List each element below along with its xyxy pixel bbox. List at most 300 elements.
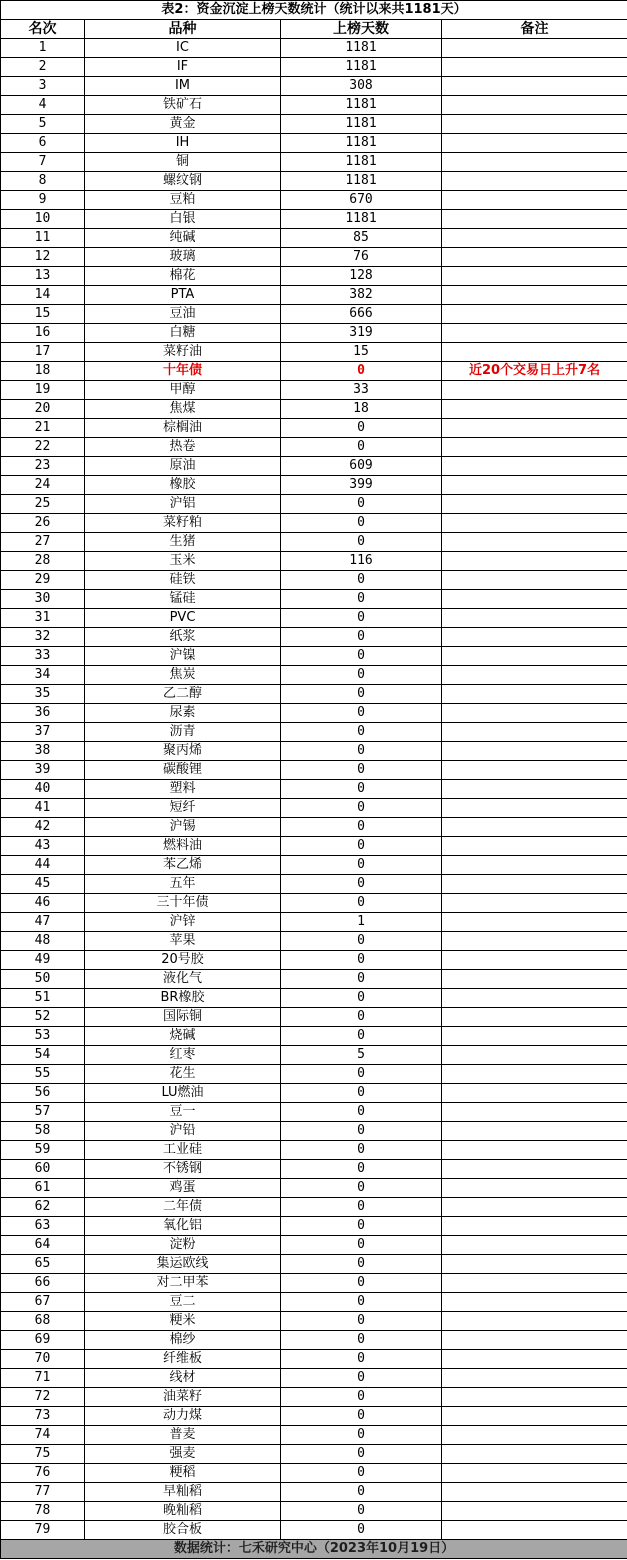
days-cell: 0 bbox=[281, 533, 442, 552]
note-cell bbox=[442, 1027, 627, 1046]
days-cell: 1 bbox=[281, 913, 442, 932]
days-cell: 319 bbox=[281, 324, 442, 343]
note-cell bbox=[442, 476, 627, 495]
note-cell bbox=[442, 1331, 627, 1350]
table-row bbox=[1, 685, 627, 704]
table-row bbox=[1, 1483, 627, 1502]
table-row bbox=[1, 248, 627, 267]
name-cell: 晚籼稻 bbox=[85, 1502, 281, 1521]
name-cell: 20号胶 bbox=[85, 951, 281, 970]
days-cell: 1181 bbox=[281, 39, 442, 58]
note-cell bbox=[442, 438, 627, 457]
note-cell bbox=[442, 609, 627, 628]
days-cell: 0 bbox=[281, 1141, 442, 1160]
table-row bbox=[1, 571, 627, 590]
note-cell bbox=[442, 1160, 627, 1179]
table-row bbox=[1, 77, 627, 96]
days-cell: 0 bbox=[281, 571, 442, 590]
days-cell: 0 bbox=[281, 609, 442, 628]
note-cell bbox=[442, 77, 627, 96]
table-row bbox=[1, 837, 627, 856]
name-cell: 沪锡 bbox=[85, 818, 281, 837]
days-cell: 116 bbox=[281, 552, 442, 571]
table-row bbox=[1, 191, 627, 210]
header-note: 备注 bbox=[442, 20, 627, 39]
name-cell: 沪铅 bbox=[85, 1122, 281, 1141]
note-cell bbox=[442, 400, 627, 419]
days-cell: 0 bbox=[281, 685, 442, 704]
note-cell bbox=[442, 818, 627, 837]
table-row bbox=[1, 267, 627, 286]
name-cell: 棉纱 bbox=[85, 1331, 281, 1350]
note-cell bbox=[442, 58, 627, 77]
note-cell bbox=[442, 704, 627, 723]
note-cell bbox=[442, 210, 627, 229]
note-cell bbox=[442, 723, 627, 742]
name-cell: 胶合板 bbox=[85, 1521, 281, 1540]
table-row bbox=[1, 39, 627, 58]
table-row bbox=[1, 799, 627, 818]
days-cell: 0 bbox=[281, 419, 442, 438]
rank-cell: 63 bbox=[1, 1217, 85, 1236]
name-cell: 碳酸锂 bbox=[85, 761, 281, 780]
name-cell: 硅铁 bbox=[85, 571, 281, 590]
name-cell: 线材 bbox=[85, 1369, 281, 1388]
days-cell: 0 bbox=[281, 894, 442, 913]
days-cell: 666 bbox=[281, 305, 442, 324]
header-rank: 名次 bbox=[1, 20, 85, 39]
name-cell: 铜 bbox=[85, 153, 281, 172]
rank-cell: 58 bbox=[1, 1122, 85, 1141]
rank-cell: 33 bbox=[1, 647, 85, 666]
rank-cell: 65 bbox=[1, 1255, 85, 1274]
days-cell: 382 bbox=[281, 286, 442, 305]
rank-cell: 47 bbox=[1, 913, 85, 932]
table-row bbox=[1, 1331, 627, 1350]
table-row bbox=[1, 1407, 627, 1426]
days-cell: 0 bbox=[281, 590, 442, 609]
rank-cell: 36 bbox=[1, 704, 85, 723]
note-cell bbox=[442, 666, 627, 685]
days-cell: 76 bbox=[281, 248, 442, 267]
table-row bbox=[1, 1426, 627, 1445]
table-row bbox=[1, 305, 627, 324]
rank-cell: 8 bbox=[1, 172, 85, 191]
name-cell: IM bbox=[85, 77, 281, 96]
note-cell bbox=[442, 343, 627, 362]
note-cell bbox=[442, 419, 627, 438]
name-cell: 棉花 bbox=[85, 267, 281, 286]
note-cell bbox=[442, 457, 627, 476]
days-cell: 0 bbox=[281, 666, 442, 685]
table-row bbox=[1, 609, 627, 628]
table-row bbox=[1, 1350, 627, 1369]
rank-cell: 16 bbox=[1, 324, 85, 343]
note-cell bbox=[442, 1065, 627, 1084]
name-cell: 集运欧线 bbox=[85, 1255, 281, 1274]
table-row bbox=[1, 172, 627, 191]
note-cell bbox=[442, 989, 627, 1008]
note-cell bbox=[442, 761, 627, 780]
rank-cell: 23 bbox=[1, 457, 85, 476]
rank-cell: 49 bbox=[1, 951, 85, 970]
name-cell: 对二甲苯 bbox=[85, 1274, 281, 1293]
note-cell bbox=[442, 780, 627, 799]
note-cell bbox=[442, 799, 627, 818]
table-row bbox=[1, 818, 627, 837]
days-cell: 0 bbox=[281, 1445, 442, 1464]
name-cell: 玻璃 bbox=[85, 248, 281, 267]
note-cell bbox=[442, 1141, 627, 1160]
rank-cell: 11 bbox=[1, 229, 85, 248]
rank-cell: 4 bbox=[1, 96, 85, 115]
table-row bbox=[1, 875, 627, 894]
note-cell bbox=[442, 742, 627, 761]
name-cell: 乙二醇 bbox=[85, 685, 281, 704]
table-row bbox=[1, 1388, 627, 1407]
table-row bbox=[1, 1065, 627, 1084]
days-cell: 0 bbox=[281, 1084, 442, 1103]
name-cell: IC bbox=[85, 39, 281, 58]
rank-cell: 46 bbox=[1, 894, 85, 913]
note-cell bbox=[442, 153, 627, 172]
note-cell bbox=[442, 1464, 627, 1483]
rank-cell: 79 bbox=[1, 1521, 85, 1540]
name-cell: LU燃油 bbox=[85, 1084, 281, 1103]
table-row bbox=[1, 913, 627, 932]
note-cell bbox=[442, 837, 627, 856]
days-cell: 33 bbox=[281, 381, 442, 400]
name-cell: 豆一 bbox=[85, 1103, 281, 1122]
days-cell: 0 bbox=[281, 1331, 442, 1350]
name-cell: 粳米 bbox=[85, 1312, 281, 1331]
name-cell: 豆油 bbox=[85, 305, 281, 324]
days-cell: 15 bbox=[281, 343, 442, 362]
name-cell: 橡胶 bbox=[85, 476, 281, 495]
rank-cell: 42 bbox=[1, 818, 85, 837]
rank-cell: 76 bbox=[1, 1464, 85, 1483]
rank-cell: 78 bbox=[1, 1502, 85, 1521]
note-cell bbox=[442, 932, 627, 951]
days-cell: 0 bbox=[281, 723, 442, 742]
note-cell bbox=[442, 1407, 627, 1426]
table-row bbox=[1, 1122, 627, 1141]
rank-cell: 62 bbox=[1, 1198, 85, 1217]
rank-cell: 3 bbox=[1, 77, 85, 96]
name-cell: 甲醇 bbox=[85, 381, 281, 400]
table-row bbox=[1, 533, 627, 552]
name-cell: BR橡胶 bbox=[85, 989, 281, 1008]
table-row bbox=[1, 115, 627, 134]
note-cell bbox=[442, 1008, 627, 1027]
table-row bbox=[1, 894, 627, 913]
note-cell bbox=[442, 590, 627, 609]
name-cell: 燃料油 bbox=[85, 837, 281, 856]
note-cell bbox=[442, 1502, 627, 1521]
name-cell: 热卷 bbox=[85, 438, 281, 457]
note-cell bbox=[442, 1426, 627, 1445]
note-cell bbox=[442, 1312, 627, 1331]
rank-cell: 37 bbox=[1, 723, 85, 742]
rank-cell: 30 bbox=[1, 590, 85, 609]
table-row bbox=[1, 495, 627, 514]
header-row bbox=[1, 20, 627, 39]
header-name: 品种 bbox=[85, 20, 281, 39]
rank-cell: 13 bbox=[1, 267, 85, 286]
days-cell: 0 bbox=[281, 628, 442, 647]
rank-cell: 34 bbox=[1, 666, 85, 685]
days-cell: 0 bbox=[281, 1027, 442, 1046]
table-row bbox=[1, 932, 627, 951]
days-cell: 0 bbox=[281, 1407, 442, 1426]
note-cell bbox=[442, 267, 627, 286]
rank-cell: 39 bbox=[1, 761, 85, 780]
rank-cell: 73 bbox=[1, 1407, 85, 1426]
rank-cell: 41 bbox=[1, 799, 85, 818]
table-row bbox=[1, 1103, 627, 1122]
table-title: 表2：资金沉淀上榜天数统计（统计以来共1181天） bbox=[1, 1, 627, 20]
footer-row bbox=[1, 1540, 627, 1559]
days-cell: 0 bbox=[281, 1160, 442, 1179]
table-row bbox=[1, 951, 627, 970]
name-cell: 苯乙烯 bbox=[85, 856, 281, 875]
note-cell bbox=[442, 647, 627, 666]
name-cell: 聚丙烯 bbox=[85, 742, 281, 761]
name-cell: 原油 bbox=[85, 457, 281, 476]
rank-cell: 72 bbox=[1, 1388, 85, 1407]
table-row bbox=[1, 761, 627, 780]
name-cell: IF bbox=[85, 58, 281, 77]
rank-cell: 45 bbox=[1, 875, 85, 894]
note-cell bbox=[442, 381, 627, 400]
footer-source: 数据统计：七禾研究中心（2023年10月19日） bbox=[1, 1540, 627, 1559]
table-row bbox=[1, 780, 627, 799]
table-row bbox=[1, 134, 627, 153]
table-row bbox=[1, 400, 627, 419]
table-row bbox=[1, 1084, 627, 1103]
note-cell bbox=[442, 533, 627, 552]
note-cell bbox=[442, 1217, 627, 1236]
name-cell: 沥青 bbox=[85, 723, 281, 742]
table-row bbox=[1, 628, 627, 647]
rank-cell: 66 bbox=[1, 1274, 85, 1293]
note-cell bbox=[442, 1084, 627, 1103]
table-row bbox=[1, 229, 627, 248]
days-cell: 0 bbox=[281, 1122, 442, 1141]
rank-cell: 25 bbox=[1, 495, 85, 514]
rank-cell: 18 bbox=[1, 362, 85, 381]
table-row bbox=[1, 419, 627, 438]
table-row bbox=[1, 1521, 627, 1540]
table-row bbox=[1, 153, 627, 172]
rank-cell: 15 bbox=[1, 305, 85, 324]
rank-cell: 19 bbox=[1, 381, 85, 400]
name-cell: 粳稻 bbox=[85, 1464, 281, 1483]
name-cell: 生猪 bbox=[85, 533, 281, 552]
name-cell: 工业硅 bbox=[85, 1141, 281, 1160]
note-cell bbox=[442, 552, 627, 571]
name-cell: 纯碱 bbox=[85, 229, 281, 248]
name-cell: 白银 bbox=[85, 210, 281, 229]
name-cell: 纤维板 bbox=[85, 1350, 281, 1369]
days-cell: 0 bbox=[281, 1179, 442, 1198]
rank-cell: 69 bbox=[1, 1331, 85, 1350]
table-row bbox=[1, 1312, 627, 1331]
table-row bbox=[1, 96, 627, 115]
table-body bbox=[1, 1, 627, 1540]
days-cell: 1181 bbox=[281, 96, 442, 115]
name-cell: 强麦 bbox=[85, 1445, 281, 1464]
days-cell: 0 bbox=[281, 704, 442, 723]
name-cell: 液化气 bbox=[85, 970, 281, 989]
days-cell: 1181 bbox=[281, 172, 442, 191]
rank-cell: 53 bbox=[1, 1027, 85, 1046]
days-cell: 670 bbox=[281, 191, 442, 210]
name-cell: 氧化铝 bbox=[85, 1217, 281, 1236]
rank-cell: 20 bbox=[1, 400, 85, 419]
name-cell: 不锈钢 bbox=[85, 1160, 281, 1179]
days-cell: 0 bbox=[281, 989, 442, 1008]
rank-cell: 6 bbox=[1, 134, 85, 153]
rank-cell: 61 bbox=[1, 1179, 85, 1198]
table-row bbox=[1, 514, 627, 533]
days-cell: 5 bbox=[281, 1046, 442, 1065]
rank-cell: 35 bbox=[1, 685, 85, 704]
rank-cell: 17 bbox=[1, 343, 85, 362]
days-cell: 18 bbox=[281, 400, 442, 419]
table-row bbox=[1, 210, 627, 229]
table-row bbox=[1, 58, 627, 77]
days-cell: 0 bbox=[281, 1065, 442, 1084]
days-cell: 0 bbox=[281, 932, 442, 951]
name-cell: 菜籽油 bbox=[85, 343, 281, 362]
table-row bbox=[1, 1502, 627, 1521]
table-row bbox=[1, 1445, 627, 1464]
name-cell: 尿素 bbox=[85, 704, 281, 723]
days-cell: 0 bbox=[281, 742, 442, 761]
days-cell: 1181 bbox=[281, 58, 442, 77]
name-cell: PTA bbox=[85, 286, 281, 305]
rank-cell: 43 bbox=[1, 837, 85, 856]
rank-cell: 48 bbox=[1, 932, 85, 951]
title-row bbox=[1, 1, 627, 20]
days-cell: 0 bbox=[281, 1293, 442, 1312]
note-cell bbox=[442, 1122, 627, 1141]
table-row bbox=[1, 647, 627, 666]
table-row bbox=[1, 552, 627, 571]
note-cell bbox=[442, 1293, 627, 1312]
name-cell: 国际铜 bbox=[85, 1008, 281, 1027]
note-cell bbox=[442, 1103, 627, 1122]
rank-cell: 10 bbox=[1, 210, 85, 229]
note-cell bbox=[442, 628, 627, 647]
note-cell bbox=[442, 685, 627, 704]
note-cell bbox=[442, 894, 627, 913]
note-cell bbox=[442, 248, 627, 267]
days-cell: 0 bbox=[281, 1255, 442, 1274]
days-cell: 0 bbox=[281, 1312, 442, 1331]
days-cell: 0 bbox=[281, 970, 442, 989]
rank-cell: 27 bbox=[1, 533, 85, 552]
rank-cell: 59 bbox=[1, 1141, 85, 1160]
name-cell: 烧碱 bbox=[85, 1027, 281, 1046]
days-cell: 0 bbox=[281, 362, 442, 381]
rank-cell: 9 bbox=[1, 191, 85, 210]
note-cell bbox=[442, 1521, 627, 1540]
days-cell: 0 bbox=[281, 761, 442, 780]
header-days: 上榜天数 bbox=[281, 20, 442, 39]
table-row bbox=[1, 1179, 627, 1198]
note-cell bbox=[442, 96, 627, 115]
table-row bbox=[1, 362, 627, 381]
name-cell: 淀粉 bbox=[85, 1236, 281, 1255]
rank-cell: 28 bbox=[1, 552, 85, 571]
rank-cell: 22 bbox=[1, 438, 85, 457]
days-cell: 0 bbox=[281, 1521, 442, 1540]
rank-cell: 56 bbox=[1, 1084, 85, 1103]
rank-cell: 52 bbox=[1, 1008, 85, 1027]
rank-cell: 75 bbox=[1, 1445, 85, 1464]
name-cell: 沪镍 bbox=[85, 647, 281, 666]
table-row bbox=[1, 1027, 627, 1046]
note-cell bbox=[442, 1388, 627, 1407]
note-cell bbox=[442, 970, 627, 989]
table-row bbox=[1, 1274, 627, 1293]
rank-cell: 71 bbox=[1, 1369, 85, 1388]
days-cell: 0 bbox=[281, 1426, 442, 1445]
days-cell: 0 bbox=[281, 875, 442, 894]
table-row bbox=[1, 970, 627, 989]
name-cell: 白糖 bbox=[85, 324, 281, 343]
rank-cell: 44 bbox=[1, 856, 85, 875]
rank-cell: 77 bbox=[1, 1483, 85, 1502]
days-cell: 399 bbox=[281, 476, 442, 495]
days-cell: 0 bbox=[281, 1369, 442, 1388]
table-row bbox=[1, 742, 627, 761]
note-cell bbox=[442, 1483, 627, 1502]
rank-cell: 5 bbox=[1, 115, 85, 134]
note-cell: 近20个交易日上升7名 bbox=[442, 362, 627, 381]
days-cell: 0 bbox=[281, 1388, 442, 1407]
table-row bbox=[1, 989, 627, 1008]
rank-cell: 74 bbox=[1, 1426, 85, 1445]
name-cell: 棕榈油 bbox=[85, 419, 281, 438]
table-row bbox=[1, 476, 627, 495]
name-cell: 短纤 bbox=[85, 799, 281, 818]
note-cell bbox=[442, 1255, 627, 1274]
days-cell: 0 bbox=[281, 438, 442, 457]
table-row bbox=[1, 1464, 627, 1483]
name-cell: 豆粕 bbox=[85, 191, 281, 210]
table-row bbox=[1, 1217, 627, 1236]
name-cell: 豆二 bbox=[85, 1293, 281, 1312]
note-cell bbox=[442, 1046, 627, 1065]
name-cell: PVC bbox=[85, 609, 281, 628]
name-cell: 鸡蛋 bbox=[85, 1179, 281, 1198]
name-cell: 焦煤 bbox=[85, 400, 281, 419]
table-row bbox=[1, 1236, 627, 1255]
rank-cell: 64 bbox=[1, 1236, 85, 1255]
name-cell: 三十年债 bbox=[85, 894, 281, 913]
days-cell: 0 bbox=[281, 647, 442, 666]
days-cell: 0 bbox=[281, 1350, 442, 1369]
name-cell: 二年债 bbox=[85, 1198, 281, 1217]
rank-cell: 29 bbox=[1, 571, 85, 590]
note-cell bbox=[442, 571, 627, 590]
name-cell: 锰硅 bbox=[85, 590, 281, 609]
note-cell bbox=[442, 39, 627, 58]
name-cell: 纸浆 bbox=[85, 628, 281, 647]
